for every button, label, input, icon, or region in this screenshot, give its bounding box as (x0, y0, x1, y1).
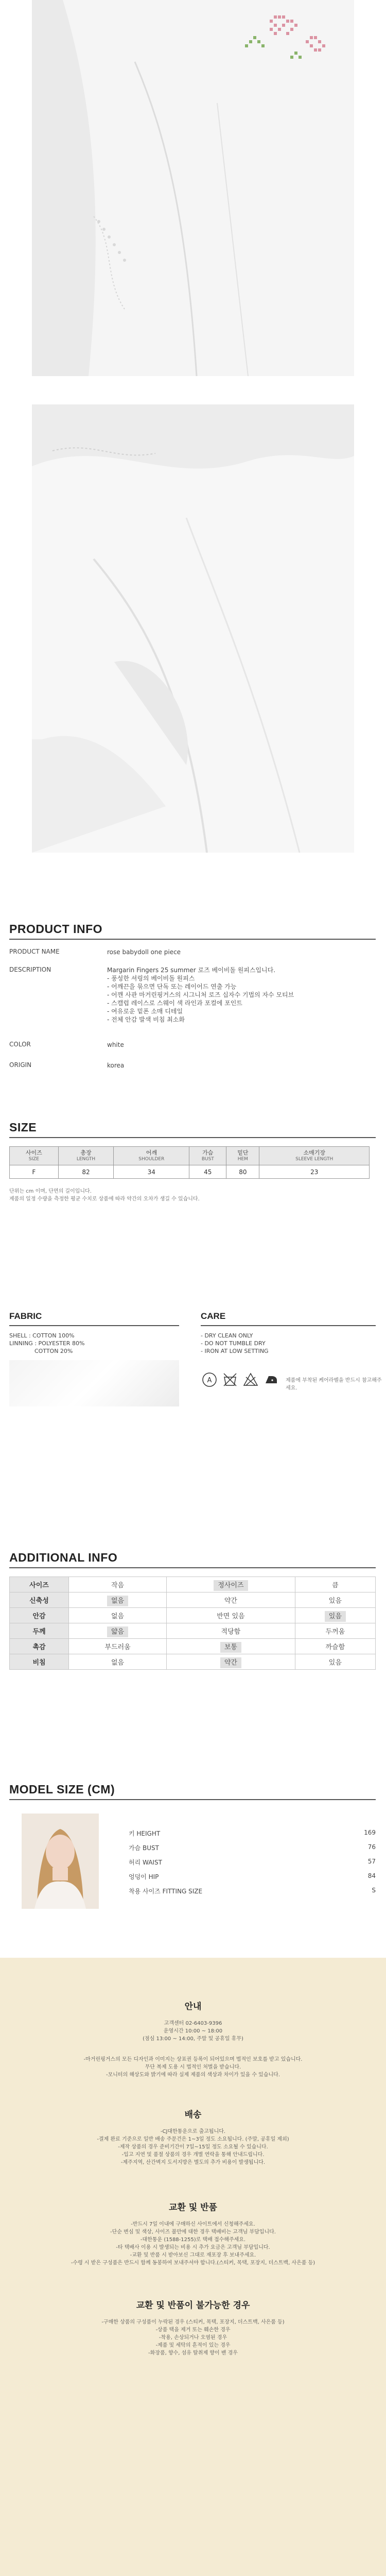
stretch-label: 신축성 (10, 1592, 69, 1608)
sleeve-header-cell: 소매기장 SLEEVE LENGTH (259, 1147, 370, 1165)
delivery-title: 배송 (184, 2110, 202, 2120)
fabric-swatch-photo (9, 1360, 179, 1406)
color-value: white (107, 1041, 124, 1048)
model-size-title: MODEL SIZE (CM) (9, 1783, 115, 1796)
guide-title: 안내 (184, 2002, 202, 2012)
sheerness-option-selected: 약간 (167, 1654, 295, 1670)
model-hip-value: 84 (367, 1872, 376, 1879)
model-height-label: 키 HEIGHT (129, 1830, 161, 1837)
thickness-row (10, 1623, 376, 1639)
sheerness-option: 없음 (69, 1654, 167, 1670)
model-fitting-label: 착용 사이즈 FITTING SIZE (129, 1888, 203, 1895)
stretch-option: 약간 (167, 1592, 295, 1608)
copyright-text: -마거린핑거스의 모든 디자인과 이미지는 상표권 등록이 되어있으며 법적인 보호를 받고 있습니다. 무단 복제 도용 시 법적인 처벌을 받습니다. -모니터의 해상도와 밝기에 따라 실제 제품의 색상과 차이가 있을 수 있습니다. (83, 2057, 303, 2078)
sleeve-cell: 23 (259, 1165, 370, 1179)
lining-option: 반면 있음 (167, 1608, 295, 1623)
thickness-option: 적당함 (167, 1623, 295, 1639)
fabric-composition: SHELL : COTTON 100% LINNING : POLYESTER 80% COTTON 20% (9, 1332, 85, 1354)
guide-text: 고객센터 02-6403-9396 운영시간 10:00 ~ 18:00 (점심 13:00 ~ 14:00, 주말 및 공휴일 휴무) (143, 2021, 243, 2042)
thickness-option-selected: 얇음 (69, 1623, 167, 1639)
length-header-cell: 총장 LENGTH (58, 1147, 114, 1165)
product-info-divider (9, 939, 376, 940)
additional-info-table (9, 1577, 376, 1670)
iron-low-icon (264, 1372, 279, 1387)
fit-option: 큼 (295, 1577, 375, 1592)
bust-header-cell: 가슴 BUST (189, 1147, 226, 1165)
model-bust-value: 76 (367, 1843, 376, 1851)
size-note-unit: 단위는 cm 이며, 단면의 길이입니다. (9, 1189, 92, 1194)
shoulder-cell: 34 (114, 1165, 189, 1179)
dress-embroidery-illustration (32, 0, 354, 376)
fit-option: 작음 (69, 1577, 167, 1592)
lining-option-selected: 있음 (295, 1608, 375, 1623)
notice-panel (0, 1958, 386, 2576)
sheerness-label: 비침 (10, 1654, 69, 1670)
model-waist-label: 허리 WAIST (129, 1859, 162, 1866)
model-fitting-value: S (372, 1887, 376, 1894)
sheerness-row (10, 1654, 376, 1670)
model-hip-label: 엉덩이 HIP (129, 1873, 159, 1880)
description-label: DESCRIPTION (9, 966, 51, 973)
additional-info-title: ADDITIONAL INFO (9, 1551, 118, 1564)
dress-skirt-illustration (32, 404, 354, 853)
care-divider (201, 1325, 376, 1326)
care-label-note: 제품에 부착된 케어라벨을 반드시 참고해주세요. (286, 1378, 382, 1391)
size-divider (9, 1137, 376, 1138)
texture-option-selected: 보통 (167, 1639, 295, 1654)
model-waist-value: 57 (367, 1858, 376, 1865)
texture-option: 까슬함 (295, 1639, 375, 1654)
texture-row (10, 1639, 376, 1654)
thickness-option: 두꺼움 (295, 1623, 375, 1639)
product-photo-detail-1 (32, 0, 354, 376)
product-name-label: PRODUCT NAME (9, 948, 60, 955)
stretch-row (10, 1592, 376, 1608)
additional-info-divider (9, 1567, 376, 1568)
size-table-header (10, 1147, 370, 1165)
size-cell: F (10, 1165, 59, 1179)
texture-option: 부드러움 (69, 1639, 167, 1654)
thickness-label: 두께 (10, 1623, 69, 1639)
description-value: Margarin Fingers 25 summer 로즈 베이비돌 원피스입니다. - 풍성한 셔링의 베이비돌 원피스 - 어깨끈을 묶으면 단독 또는 레이어드 연출 가능 - 어깬 사관 마거린핑거스의 시그니처 로즈 십자수 기법의 자수 모티브 - 스캘럽 레이스로 스웨이 색 라인과 포컬에 포인트 - 여유로운 밑폰 소매 디테일 - 전체 안감 발색 비침 최소화 (107, 967, 294, 1023)
product-name-value: rose babydoll one piece (107, 948, 181, 956)
size-table (9, 1146, 370, 1179)
size-header-cell: 사이즈 SIZE (10, 1147, 59, 1165)
exchange-title: 교환 및 반품 (169, 2202, 217, 2213)
care-instructions: - DRY CLEAN ONLY - DO NOT TUMBLE DRY - IRON AT LOW SETTING (201, 1332, 269, 1354)
size-note-tolerance: 제품의 일정 수량을 측정한 평균 수치로 상품에 따라 약간의 오차가 생길 수 있습니다. (9, 1196, 200, 1202)
origin-value: korea (107, 1062, 125, 1069)
hem-header-cell: 밑단 HEM (226, 1147, 259, 1165)
length-cell: 82 (58, 1165, 114, 1179)
sheerness-option: 있음 (295, 1654, 375, 1670)
model-photo (22, 1814, 99, 1909)
model-size-divider (9, 1799, 376, 1800)
dry-clean-a-icon (202, 1372, 217, 1387)
no-bleach-icon (243, 1372, 258, 1387)
texture-label: 촉감 (10, 1639, 69, 1654)
stretch-option: 있음 (295, 1592, 375, 1608)
svg-text:A: A (207, 1377, 212, 1384)
shoulder-header-cell: 어깨 SHOULDER (114, 1147, 189, 1165)
model-bust-label: 가슴 BUST (129, 1844, 159, 1852)
hem-cell: 80 (226, 1165, 259, 1179)
fit-label: 사이즈 (10, 1577, 69, 1592)
lining-label: 안감 (10, 1608, 69, 1623)
lining-row (10, 1608, 376, 1623)
fabric-divider (9, 1325, 179, 1326)
model-height-value: 169 (364, 1829, 376, 1836)
fit-option-selected: 정사이즈 (167, 1577, 295, 1592)
model-portrait-illustration (22, 1814, 99, 1909)
product-photo-detail-2 (32, 404, 354, 853)
color-label: COLOR (9, 1041, 31, 1048)
origin-label: ORIGIN (9, 1061, 32, 1069)
stretch-option-selected: 없음 (69, 1592, 167, 1608)
care-title: CARE (201, 1311, 226, 1321)
fit-row (10, 1577, 376, 1592)
delivery-text: -CJ대한통운으로 출고됩니다. -결제 완료 기준으로 일반 배송 주문건은 1~3일 정도 소요됩니다. (주말, 공휴일 제외) -제작 상품의 경우 준비기간이 7일~15일 정도 소요될 수 있습니다. -입고 지연 및 품절 상품의 경우 개별 연락을 통해 안내드립니다. -제주지역, 산간벽지 도서지방은 별도의 추가 비용이 발생됩니다. (97, 2129, 289, 2165)
lining-option: 없음 (69, 1608, 167, 1623)
size-table-row (10, 1165, 370, 1179)
impossible-title: 교환 및 반품이 불가능한 경우 (136, 2300, 250, 2311)
bust-cell: 45 (189, 1165, 226, 1179)
no-wash-icon (222, 1372, 238, 1387)
impossible-text: -구매한 상품의 구성품이 누락된 경우 (스티커, 목택, 포장지, 더스트백, 사은품 등) -상품 택을 제거 또는 훼손한 경우 -착용, 손상되거나 오염된 경우 -제품 및 세탁의 흔적이 있는 경우 -화장품, 향수, 섬유 탈취제 향이 밴 경우 (101, 2319, 285, 2356)
fabric-title: FABRIC (9, 1311, 42, 1321)
size-title: SIZE (9, 1121, 37, 1134)
exchange-text: -반드시 7일 이내에 구매하신 사이트에서 신청해주세요. -단순 변심 및 색상, 사이즈 불만에 대한 경우 택배비는 고객님 부담입니다. -대한통운 (1588-1255)로 택배 접수해주세요. -타 택배사 이용 시 발생되는 비용 시 추가 요금은 고객님 부담입니다. -교환 및 반품 시 받아보신 그대로 재포장 후 보내주세요. -수령 시 받은 구성품은 반드시 함께 동봉하여 보내주셔야 합니다.(스티커, 목택, 포장지, 더스트백, 사은품 등) (71, 2222, 315, 2266)
product-info-title: PRODUCT INFO (9, 922, 103, 936)
